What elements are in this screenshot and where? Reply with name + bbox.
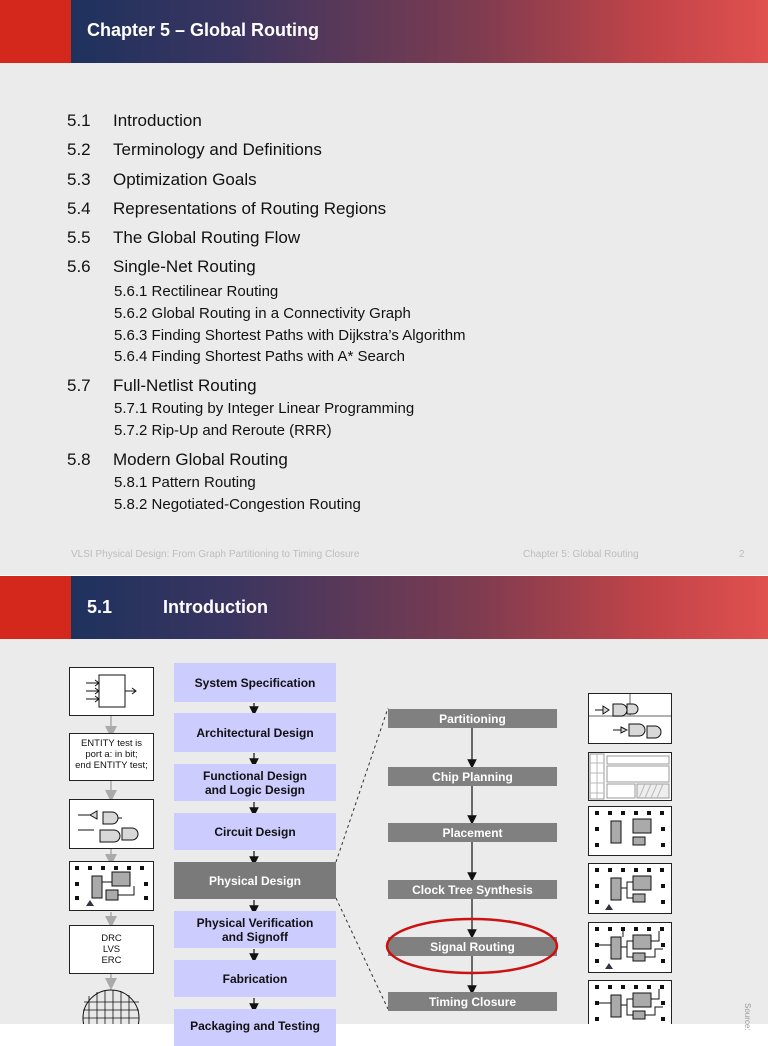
toc-number: 5.4	[67, 199, 91, 218]
section-title: Introduction	[163, 597, 268, 617]
expand-line-top	[336, 708, 388, 862]
toc-number: 5.6	[67, 257, 91, 276]
slide-title: Chapter 5 – Global Routing	[87, 20, 320, 40]
toc-label: The Global Routing Flow	[113, 228, 301, 247]
toc-subitem: 5.6.1 Rectilinear Routing	[114, 283, 279, 300]
toc-label: Terminology and Definitions	[113, 140, 322, 159]
check-label: LVS	[102, 944, 121, 955]
vhdl-code-box	[69, 733, 154, 781]
toc-number: 5.5	[67, 228, 91, 247]
step-partitioning: Partitioning	[388, 709, 557, 728]
toc-label: Modern Global Routing	[113, 450, 288, 469]
toc-label: Optimization Goals	[113, 170, 257, 189]
block-symbol-icon	[69, 667, 154, 716]
flow-step-architectural-design: Architectural Design	[174, 713, 336, 752]
side-source-note: Source:	[743, 1003, 752, 1031]
toc-subitem: 5.6.3 Finding Shortest Paths with Dijkstra’s Algorithm	[114, 327, 466, 344]
toc-number: 5.7	[67, 376, 91, 395]
toc-number: 5.1	[67, 111, 91, 130]
toc-label: Introduction	[113, 111, 202, 130]
clock-tree-icon	[588, 863, 672, 914]
step-chip-planning: Chip Planning	[388, 767, 557, 786]
toc-subitem: 5.8.1 Pattern Routing	[114, 474, 256, 491]
wafer-icon	[69, 986, 154, 1024]
toc-number: 5.2	[67, 140, 91, 159]
step-placement: Placement	[388, 823, 557, 842]
logic-gates-icon	[69, 799, 154, 849]
toc-subitem: 5.7.2 Rip-Up and Reroute (RRR)	[114, 422, 332, 439]
toc-label: Representations of Routing Regions	[113, 199, 387, 218]
vhdl-line: ENTITY test is	[80, 738, 143, 749]
step-clock-tree-synthesis: Clock Tree Synthesis	[388, 880, 557, 899]
chip-layout-icon	[69, 861, 154, 911]
step-signal-routing: Signal Routing	[388, 937, 557, 956]
floorplan-icon	[588, 752, 672, 801]
flow-step-physical-design: Physical Design	[174, 862, 336, 899]
flow-step-physical-verification: Physical Verification and Signoff	[174, 911, 336, 948]
toc-subitem: 5.7.1 Routing by Integer Linear Programming	[114, 400, 415, 417]
flow-step-system-specification: System Specification	[174, 663, 336, 702]
check-label: ERC	[101, 955, 122, 966]
toc-subitem: 5.8.2 Negotiated-Congestion Routing	[114, 496, 361, 513]
footer-page-number: 2	[739, 549, 745, 560]
signal-routing-icon	[588, 922, 672, 973]
toc-number: 5.3	[67, 170, 91, 189]
vhdl-line: end ENTITY test;	[75, 760, 148, 771]
flow-step-fabrication: Fabrication	[174, 960, 336, 997]
partitioned-gates-icon	[588, 693, 672, 744]
expand-line-bottom	[336, 898, 388, 1009]
placement-icon	[588, 806, 672, 856]
toc-label: Full-Netlist Routing	[113, 376, 257, 395]
vhdl-line: port a: in bit;	[85, 749, 138, 760]
toc-label: Single-Net Routing	[113, 257, 256, 276]
toc-subitem: 5.6.2 Global Routing in a Connectivity Graph	[114, 305, 411, 322]
footer-book-title: VLSI Physical Design: From Graph Partitioning to Timing Closure	[71, 549, 360, 560]
timing-closure-icon	[588, 980, 672, 1024]
toc-subitem: 5.6.4 Finding Shortest Paths with A* Search	[114, 348, 405, 365]
toc-number: 5.8	[67, 450, 91, 469]
flow-step-functional-logic-design: Functional Design and Logic Design	[174, 764, 336, 801]
flow-step-packaging-testing: Packaging and Testing	[174, 1009, 336, 1046]
section-number: 5.1	[87, 597, 113, 617]
verification-checks-box	[69, 925, 154, 974]
check-label: DRC	[101, 933, 122, 944]
step-timing-closure: Timing Closure	[388, 992, 557, 1011]
flow-step-circuit-design: Circuit Design	[174, 813, 336, 850]
footer-chapter: Chapter 5: Global Routing	[523, 549, 639, 560]
